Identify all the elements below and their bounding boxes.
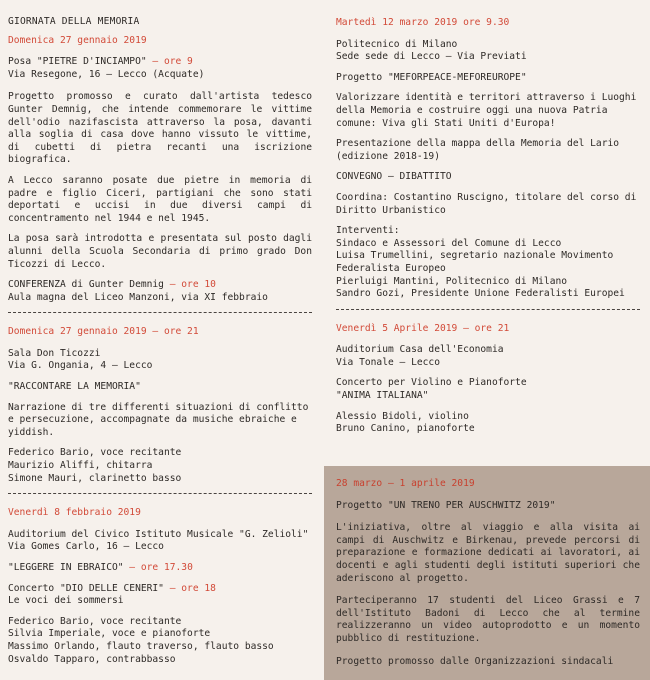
reading-title: "LEGGERE IN EBRAICO" (8, 562, 124, 573)
event-description: Progetto promosso e curato dall'artista tedesco Gunter Demnig, che intende commemorare le vittime dell'odio nazifascista attraverso la posa, davanti alla soglia di casa dove hanno vissuto le vittime, di cubetti di pietra recanti una iscrizione biografica. (8, 91, 312, 166)
performer: Federico Bario, voce recitante (8, 447, 182, 459)
event-time: – ore 9 (146, 56, 193, 68)
speaker: Pierluigi Mantini, Politecnico di Milano (336, 275, 568, 287)
section-divider (336, 309, 640, 310)
event-project: Progetto "MEFORPEACE-MEFOREUROPE" (336, 71, 527, 83)
event-promoter: Progetto promosso dalle Organizzazioni sindacali (336, 655, 614, 667)
event-date: 28 marzo – 1 aprile 2019 (336, 478, 475, 489)
concert-title: "ANIMA ITALIANA" (336, 390, 429, 402)
performer: Alessio Bidoli, violino (336, 410, 469, 422)
event-anima-italiana (336, 323, 640, 436)
event-location (8, 56, 312, 81)
performer: Silvia Imperiale, voce e pianoforte (8, 628, 211, 640)
event-description: L'iniziativa, oltre al viaggio e alla visita ai campi di Auschwitz e Birkenau, prevede percorsi di preparazione e formazione dedicati ai lavoratori, ai docenti e agli studenti degli istituti superiori che aderiscono al progetto. (336, 522, 640, 584)
performer: Simone Mauri, clarinetto basso (8, 472, 182, 484)
event-conference (8, 279, 312, 304)
event-location (336, 39, 640, 64)
event-performers (336, 411, 640, 436)
section-divider (8, 493, 312, 494)
event-raccontare-memoria (8, 326, 312, 485)
event-date: Venerdì 5 Aprile 2019 – ore 21 (336, 322, 510, 334)
section-divider (8, 312, 312, 313)
event-location (336, 344, 640, 369)
concert-title: Concerto "DIO DELLE CENERI" (8, 582, 164, 594)
event-project: Progetto "UN TRENO PER AUSCHWITZ 2019" (336, 499, 556, 511)
event-leggere-ebraico (8, 507, 312, 666)
highlight-box-treno-auschwitz (324, 466, 650, 680)
concert-time: – ore 18 (163, 582, 216, 594)
performer: Massimo Orlando, flauto traverso, flauto basso (8, 640, 274, 652)
speaker: Luisa Trumellini, segretario nazionale Movimento Federalista Europeo (336, 250, 614, 274)
event-venue: Politecnico di Milano (336, 38, 458, 50)
conference-location: Aula magna del Liceo Manzoni, via XI febbraio (8, 291, 268, 303)
left-column (0, 0, 322, 674)
reading-time: – ore 17.30 (123, 562, 193, 573)
speakers-label: Interventi: (336, 225, 400, 237)
event-performers (8, 616, 312, 666)
concert-type: Concerto per Violino e Pianoforte (336, 377, 527, 389)
event-date: Domenica 27 gennaio 2019 – ore 21 (8, 326, 199, 338)
performer: Federico Bario, voce recitante (8, 615, 182, 627)
event-performers (8, 447, 312, 485)
event-venue: Auditorium Casa dell'Economia (336, 344, 504, 356)
event-date: Martedì 12 marzo 2019 ore 9.30 (336, 17, 510, 28)
event-convention: CONVEGNO – DIBATTITO (336, 171, 452, 183)
event-pietre-inciampo (8, 35, 312, 305)
event-concert (8, 583, 312, 608)
event-description: Narrazione di tre differenti situazioni di conflitto e persecuzione, accompagnate da musiche ebraiche e yiddish. (8, 401, 309, 438)
event-concert (336, 377, 640, 402)
event-reading (8, 562, 312, 575)
speaker: Sandro Gozi, Presidente Unione Federalisti Europei (336, 288, 625, 300)
speaker: Sindaco e Assessori del Comune di Lecco (336, 237, 562, 249)
event-address: Via Gomes Carlo, 16 – Lecco (8, 541, 164, 553)
event-location (8, 529, 312, 554)
event-description-2: A Lecco saranno posate due pietre in memoria di padre e figlio Ciceri, partigiani che sono stati deportati e uccisi in due diversi campi di concentramento nel 1944 e nel 1945. (8, 174, 312, 224)
event-description-2: Parteciperanno 17 studenti del Liceo Grassi e 7 dell'Istituto Badoni di Lecco che al termine realizzeranno un video autoprodotto e un momento pubblico di restituzione. (336, 595, 640, 644)
event-address: Via Tonale – Lecco (336, 356, 440, 368)
concert-subtitle: Le voci dei sommersi (8, 595, 124, 607)
event-venue: Sala Don Ticozzi (8, 347, 101, 359)
event-address: Via Resegone, 16 – Lecco (Acquate) (8, 68, 205, 80)
performer: Bruno Canino, pianoforte (336, 423, 475, 435)
event-location (8, 348, 312, 373)
conference-time: – ore 10 (163, 279, 216, 291)
conference-title: CONFERENZA di Gunter Demnig (8, 279, 164, 291)
event-meforpeace (336, 17, 640, 301)
page-title: GIORNATA DELLA MEMORIA (8, 16, 140, 27)
event-description: Valorizzare identità e territori attraverso i Luoghi della Memoria e costruire oggi una nuova Patria comune: Viva gli Stati Uniti d'Europa! (336, 92, 637, 129)
right-column (324, 0, 650, 444)
event-description-3: La posa sarà introdotta e presentata sul posto dagli alunni della Scuola Secondaria di primo grado Don Ticozzi di Lecco. (8, 233, 312, 270)
event-presentation: Presentazione della mappa della Memoria del Lario (edizione 2018-19) (336, 138, 620, 162)
event-title: Posa "PIETRE D'INCIAMPO" (8, 56, 147, 68)
event-date: Venerdì 8 febbraio 2019 (8, 507, 141, 519)
event-venue: Auditorium del Civico Istituto Musicale "G. Zelioli" (8, 528, 309, 540)
event-address: Sede sede di Lecco – Via Previati (336, 51, 527, 63)
event-speakers (336, 225, 640, 301)
event-address: Via G. Ongania, 4 – Lecco (8, 360, 153, 372)
event-coordinator: Coordina: Costantino Ruscigno, titolare del corso di Diritto Urbanistico (336, 191, 637, 216)
event-title: "RACCONTARE LA MEMORIA" (8, 381, 141, 393)
performer: Maurizio Aliffi, chitarra (8, 460, 153, 472)
performer: Osvaldo Tapparo, contrabbasso (8, 653, 176, 665)
event-date: Domenica 27 gennaio 2019 (8, 34, 147, 46)
